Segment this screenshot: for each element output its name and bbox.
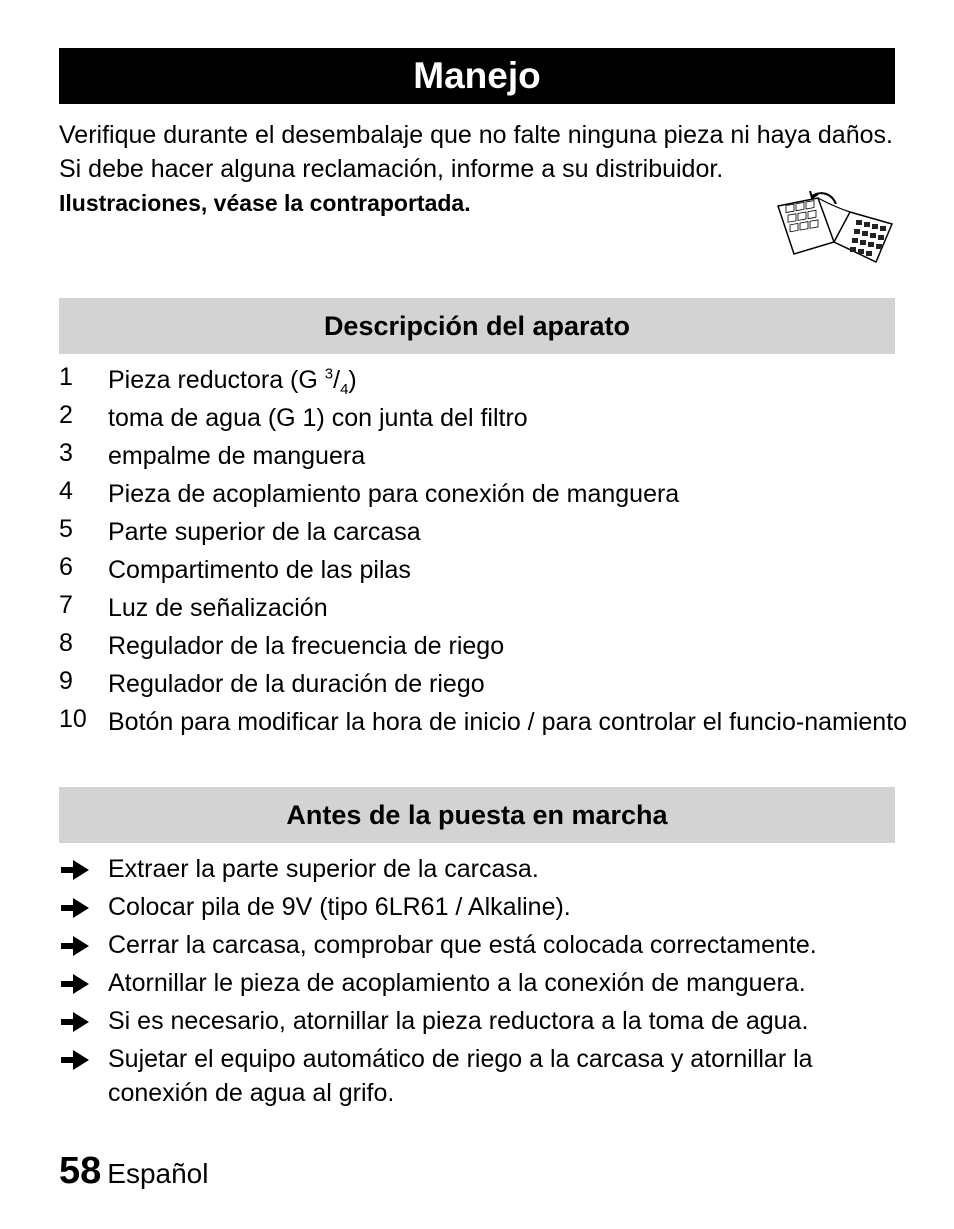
page-footer — [59, 1150, 208, 1193]
page-title: Manejo — [59, 48, 895, 104]
step-item — [59, 966, 909, 1004]
item-number: 7 — [59, 591, 73, 619]
item-text: toma de agua (G 1) con junta del filtro — [108, 404, 528, 432]
right-arrow-icon — [59, 966, 108, 1004]
item-text: Compartimento de las pilas — [108, 556, 411, 584]
intro-text: Verifique durante el desembalaje que no falte ninguna pieza ni haya daños. Si debe hacer alguna reclamación, informe a su distribuidor. — [59, 121, 893, 183]
step-text: Si es necesario, atornillar la pieza reductora a la toma de agua. — [108, 1007, 809, 1035]
step-item — [59, 890, 909, 928]
item-number: 2 — [59, 401, 73, 429]
list-item — [59, 477, 909, 515]
right-arrow-icon — [59, 1004, 108, 1042]
step-text: Colocar pila de 9V (tipo 6LR61 / Alkaline). — [108, 893, 571, 921]
list-item — [59, 629, 909, 667]
step-text: Cerrar la carcasa, comprobar que está colocada correctamente. — [108, 931, 817, 959]
item-text: Botón para modificar la hora de inicio / para controlar el funcio-namiento — [108, 708, 908, 736]
right-arrow-icon — [59, 890, 108, 928]
item-text: Luz de señalización — [108, 594, 328, 622]
list-item — [59, 591, 909, 629]
open-book-icon — [772, 190, 896, 266]
right-arrow-icon — [59, 852, 108, 890]
language-label: Español — [107, 1158, 209, 1189]
intro-bold-note: Ilustraciones, véase la contraportada. — [59, 190, 471, 216]
step-item — [59, 1042, 909, 1110]
item-text: Regulador de la frecuencia de riego — [108, 632, 505, 660]
step-text: Sujetar el equipo automático de riego a la carcasa y atornillar la conexión de agua al grifo. — [108, 1045, 813, 1107]
item-number: 5 — [59, 515, 73, 543]
item-number: 6 — [59, 553, 73, 581]
page-number: 58 — [59, 1150, 102, 1192]
section-heading-description: Descripción del aparato — [59, 298, 895, 354]
item-text: Pieza de acoplamiento para conexión de manguera — [108, 480, 680, 508]
list-item — [59, 515, 909, 553]
step-text: Atornillar le pieza de acoplamiento a la conexión de manguera. — [108, 969, 806, 997]
right-arrow-icon — [59, 1042, 108, 1110]
steps-list — [59, 852, 909, 1110]
item-text: Pieza reductora (G $^3/_4$) — [108, 365, 357, 398]
step-item — [59, 1004, 909, 1042]
list-item — [59, 667, 909, 705]
list-item — [59, 553, 909, 591]
list-item — [59, 401, 909, 439]
item-number: 10 — [59, 705, 87, 733]
item-text: empalme de manguera — [108, 442, 366, 470]
list-item — [59, 363, 909, 401]
parts-list — [59, 363, 909, 739]
list-item — [59, 439, 909, 477]
right-arrow-icon — [59, 928, 108, 966]
item-number: 8 — [59, 629, 73, 657]
step-item — [59, 852, 909, 890]
item-text: Regulador de la duración de riego — [108, 670, 485, 698]
item-number: 9 — [59, 667, 73, 695]
item-number: 3 — [59, 439, 73, 467]
section-heading-startup: Antes de la puesta en marcha — [59, 787, 895, 843]
step-text: Extraer la parte superior de la carcasa. — [108, 855, 539, 883]
item-text: Parte superior de la carcasa — [108, 518, 421, 546]
item-number: 1 — [59, 363, 73, 391]
item-number: 4 — [59, 477, 73, 505]
list-item — [59, 705, 909, 739]
step-item — [59, 928, 909, 966]
